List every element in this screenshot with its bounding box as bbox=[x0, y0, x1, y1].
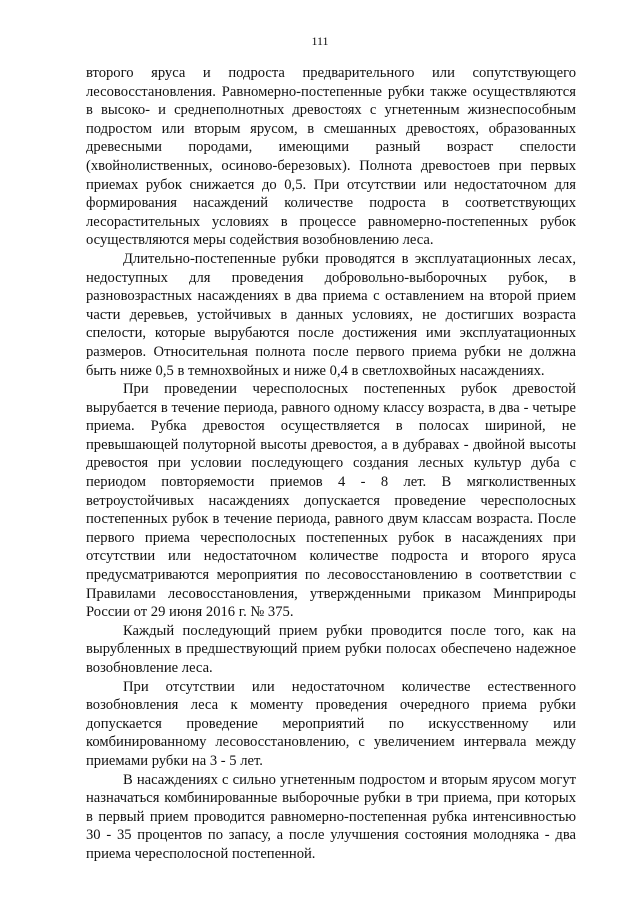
paragraph-5: При отсутствии или недостаточном количестве естественного возобновления леса к моменту проведения очередного приема рубки допускается проведение мероприятий по искусственному или комбинированному лесовосстановлению, с увеличением интервала между приемами рубки на 3 - 5 лет. bbox=[86, 678, 576, 769]
paragraph-1: второго яруса и подроста предварительного или сопутствующего лесовосстановления. Равномерно-постепенные рубки также осуществляются в высоко- и среднеполнотных древостоях с угнетенным жизнеспособным подростом или вторым ярусом, в смешанных древостоях, образованных древесными породами, имеющими разный возраст спелости (хвойнолиственных, осиново-березовых). Полнота древостоев при первых приемах рубок снижается до 0,5. При отсутствии или недостаточном для формирования насаждений количестве подроста в соответствующих лесорастительных условиях в процессе равномерно-постепенных рубок осуществляются меры содействия возобновлению леса. bbox=[86, 65, 576, 249]
paragraph-3: При проведении чересполосных постепенных рубок древостой вырубается в течение периода, равного одному классу возраста, в два - четыре приема. Рубка древостоя осуществляется в полосах шириной, не превышающей полуторной высоты древостоя, а в дубравах - двойной высоты древостоя при условии последующего создания лесных культур дуба с периодом повторяемости приемов 4 - 8 лет. В мягколиственных ветроустойчивых насаждениях допускается проведение чересполосных постепенных рубок в течение периода, равного двум классам возраста. После первого приема чересполосных постепенных рубок в насаждениях при отсутствии или недостаточном количестве подроста и второго яруса предусматриваются мероприятия по лесовосстановлению в соответствии с Правилами лесовосстановления, утвержденными приказом Минприроды России от 29 июня 2016 г. № 375. bbox=[86, 381, 576, 621]
paragraph-6: В насаждениях с сильно угнетенным подростом и вторым ярусом могут назначаться комбинированные выборочные рубки в три приема, при которых в первый прием проводится равномерно-постепенная рубка интенсивностью 30 - 35 процентов по запасу, а после улучшения состояния молодняка - два приема чересполосной постепенной. bbox=[86, 771, 576, 862]
paragraph-2: Длительно-постепенные рубки проводятся в эксплуатационных лесах, недоступных для проведения добровольно-выборочных рубок, в разновозрастных насаждениях в два приема с оставлением на второй прием части деревьев, устойчивых в данных условиях, не достигших возраста спелости, которые вырубаются после достижения ими эксплуатационных размеров. Относительная полнота после первого приема рубки не должна быть ниже 0,5 в темнохвойных и ниже 0,4 в светлохвойных насаждениях. bbox=[86, 250, 576, 379]
document-body bbox=[86, 64, 576, 864]
page-number: 111 bbox=[311, 34, 329, 48]
paragraph-4: Каждый последующий прием рубки проводится после того, как на вырубленных в предшествующий прием рубки полосах обеспечено надежное возобновление леса. bbox=[86, 622, 576, 676]
